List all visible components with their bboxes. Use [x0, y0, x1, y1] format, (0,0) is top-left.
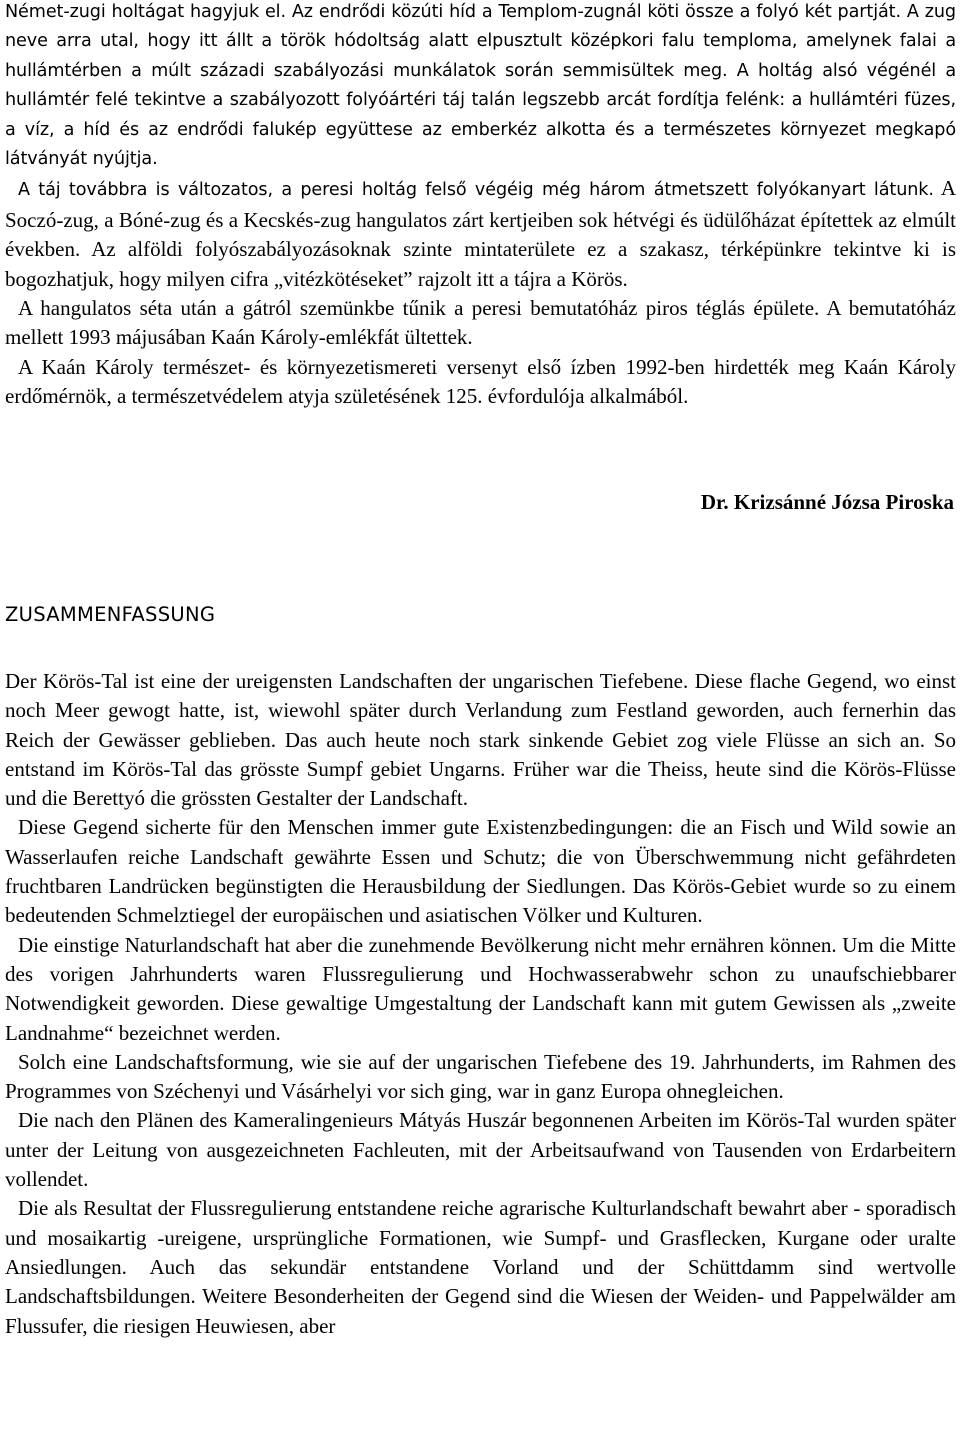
- german-summary-block: [5, 667, 956, 1341]
- paragraph-hungarian-2-serif: A Soczó-zug, a Bóné-zug és a Kecskés-zug hangulatos zárt kertjeiben sok hétvégi és üdülőházat építettek az elmúlt években. Az alföldi folyószabályozásoknak szinte mintaterülete ez a szakasz, térképünkre tekintve ki is bogozhatjuk, hogy milyen cifra „vitézkötéseket” rajzolt itt a tájra a Körös.: [5, 176, 956, 291]
- paragraph-german-6: Die als Resultat der Flussregulierung entstandene reiche agrarische Kulturlandschaft bewahrt aber - sporadisch und mosaikartig -ureigene, ursprüngliche Formationen, wie Sumpf- und Grasflecken, Kurgane oder uralte Ansiedlungen. Auch das sekundär entstandene Vorland und der Schüttdamm sind wertvolle Landschaftsbildungen. Weitere Besonderheiten der Gegend sind die Wiesen der Weiden- und Pappelwälder am Flussufer, die riesigen Heuwiesen, aber: [5, 1196, 956, 1338]
- author-name: Dr. Krizsánné Józsa Piroska: [700, 490, 954, 514]
- paragraph-hungarian-4: A Kaán Károly természet- és környezetismereti versenyt első ízben 1992-ben hirdették meg Kaán Károly erdőmérnök, a természetvédelem atyja születésének 125. évfordulója alkalmából.: [5, 354, 956, 408]
- hungarian-text-block: [5, 0, 956, 411]
- paragraph-german-5: Die nach den Plänen des Kameralingenieurs Mátyás Huszár begonnenen Arbeiten im Körös-Tal wurden später unter der Leitung von ausgezeichneten Fachleuten, mit der Arbeitsaufwand von Tausenden von Erdarbeitern vollendet.: [5, 1108, 956, 1192]
- paragraph-hungarian-1: Német-zugi holtágat hagyjuk el. Az endrődi közúti híd a Templom-zugnál köti össze a folyó két partját. A zug neve arra utal, hogy itt állt a török hódoltság alatt elpusztult középkori falu temploma, amelynek falai a hullámtérben a múlt századi szabályozási munkálatok során semmisültek meg. A holtág alsó végénél a hullámtér felé tekintve a szabályozott folyóártéri táj talán legszebb arcát fordítja felénk: a hullámtéri füzes, a víz, a híd és az endrődi falukép együttese az emberkéz alkotta és a természetes környezet megkapó látványát nyújtja.: [5, 2, 956, 170]
- paragraph-german-4: Solch eine Landschaftsformung, wie sie auf der ungarischen Tiefebene des 19. Jahrhunderts, im Rahmen des Programmes von Széchenyi und Vásárhelyi vor sich ging, war in ganz Europa ohnegleichen.: [5, 1049, 956, 1104]
- paragraph-hungarian-3: A hangulatos séta után a gátról szemünkbe tűnik a peresi bemutatóház piros téglás épülete. A bemutatóház mellett 1993 májusában Kaán Károly-emlékfát ültettek.: [5, 296, 956, 350]
- paragraph-german-3: Die einstige Naturlandschaft hat aber die zunehmende Bevölkerung nicht mehr ernähren können. Um die Mitte des vorigen Jahrhunderts waren Flussregulierung und Hochwasserabwehr schon zu unaufschiebbarer Notwendigkeit geworden. Diese gewaltige Umgestaltung der Landschaft kann mit gutem Gewissen als „zweite Landnahme“ bezeichnet werden.: [5, 932, 956, 1045]
- summary-heading: ZUSAMMENFASSUNG: [5, 603, 216, 626]
- paragraph-hungarian-2: [5, 174, 956, 294]
- paragraph-german-2: Diese Gegend sicherte für den Menschen immer gute Existenzbedingungen: die an Fisch und Wild sowie an Wasserlaufen reiche Landschaft gewährte Essen und Schutz; die von Überschwemmung nicht gefährdeten fruchtbaren Landrücken begünstigten die Herausbildung der Siedlungen. Das Körös-Gebiet wurde so zu einem bedeutenden Schmelztiegel der europäischen und asiatischen Völker und Kulturen.: [5, 815, 956, 928]
- paragraph-german-1: Der Körös-Tal ist eine der ureigensten Landschaften der ungarischen Tiefebene. Diese flache Gegend, wo einst noch Meer gewogt hatte, ist, wiewohl später durch Verlandung zum Festland geworden, auch fernerhin das Reich der Gewässer geblieben. Das auch heute noch stark sinkende Gebiet zog viele Flüsse an sich an. So entstand im Körös-Tal das grösste Sumpf gebiet Ungarns. Früher war die Theiss, heute sind die Körös-Flüsse und die Berettyó die grössten Gestalter der Landschaft.: [5, 669, 956, 811]
- paragraph-hungarian-2-sans: A táj továbbra is változatos, a peresi holtág felső végéig még három átmetszett folyókanyart látunk.: [18, 180, 934, 201]
